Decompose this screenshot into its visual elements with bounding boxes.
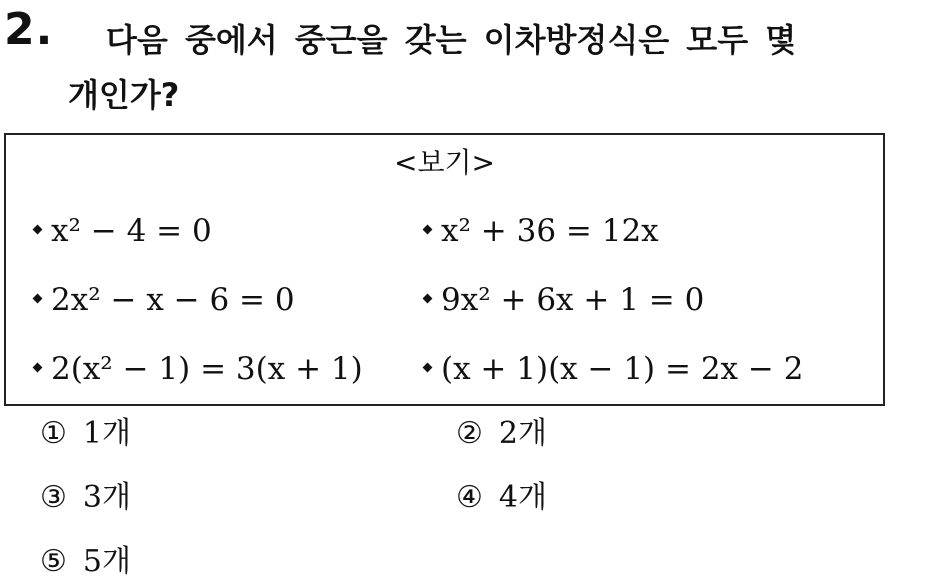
- choice-label: 2개: [498, 416, 547, 451]
- example-item-text: 9x² + 6x + 1 = 0: [441, 282, 705, 318]
- example-box-title: <보기>: [393, 146, 496, 179]
- bullet-icon: [423, 225, 433, 235]
- example-item-text: 2(x² − 1) = 3(x + 1): [51, 351, 363, 387]
- example-item-text: (x + 1)(x − 1) = 2x − 2: [441, 351, 804, 387]
- choice-label: 5개: [82, 544, 131, 579]
- example-item: [424, 349, 803, 389]
- example-item-text: x² + 36 = 12x: [441, 213, 659, 249]
- bullet-icon: [423, 363, 433, 373]
- question-text-line1: 다음 중에서 중근을 갖는 이차방정식은 모두 몇: [106, 21, 797, 59]
- example-item: [34, 349, 363, 389]
- choice-label: 3개: [82, 480, 131, 515]
- example-item-text: 2x² − x − 6 = 0: [51, 282, 295, 318]
- example-box: [4, 133, 885, 406]
- question-number: 2.: [4, 4, 54, 55]
- bullet-icon: [423, 294, 433, 304]
- choice-mark: ③: [40, 480, 67, 515]
- question-text-line2: 개인가?: [68, 76, 180, 114]
- bullet-icon: [33, 225, 43, 235]
- choice-mark: ①: [40, 416, 67, 451]
- choice-2[interactable]: [456, 414, 547, 454]
- choice-mark: ⑤: [40, 544, 67, 579]
- choice-label: 4개: [498, 480, 547, 515]
- bullet-icon: [33, 294, 43, 304]
- example-item: [424, 211, 659, 251]
- choice-label: 1개: [82, 416, 131, 451]
- choice-3[interactable]: [40, 478, 131, 518]
- choice-mark: ②: [456, 416, 483, 451]
- choice-mark: ④: [456, 480, 483, 515]
- example-item-text: x² − 4 = 0: [51, 213, 212, 249]
- choice-4[interactable]: [456, 478, 547, 518]
- bullet-icon: [33, 363, 43, 373]
- example-item: [34, 280, 295, 320]
- choice-1[interactable]: [40, 414, 131, 454]
- example-item: [424, 280, 704, 320]
- choice-5[interactable]: [40, 542, 131, 582]
- example-item: [34, 211, 212, 251]
